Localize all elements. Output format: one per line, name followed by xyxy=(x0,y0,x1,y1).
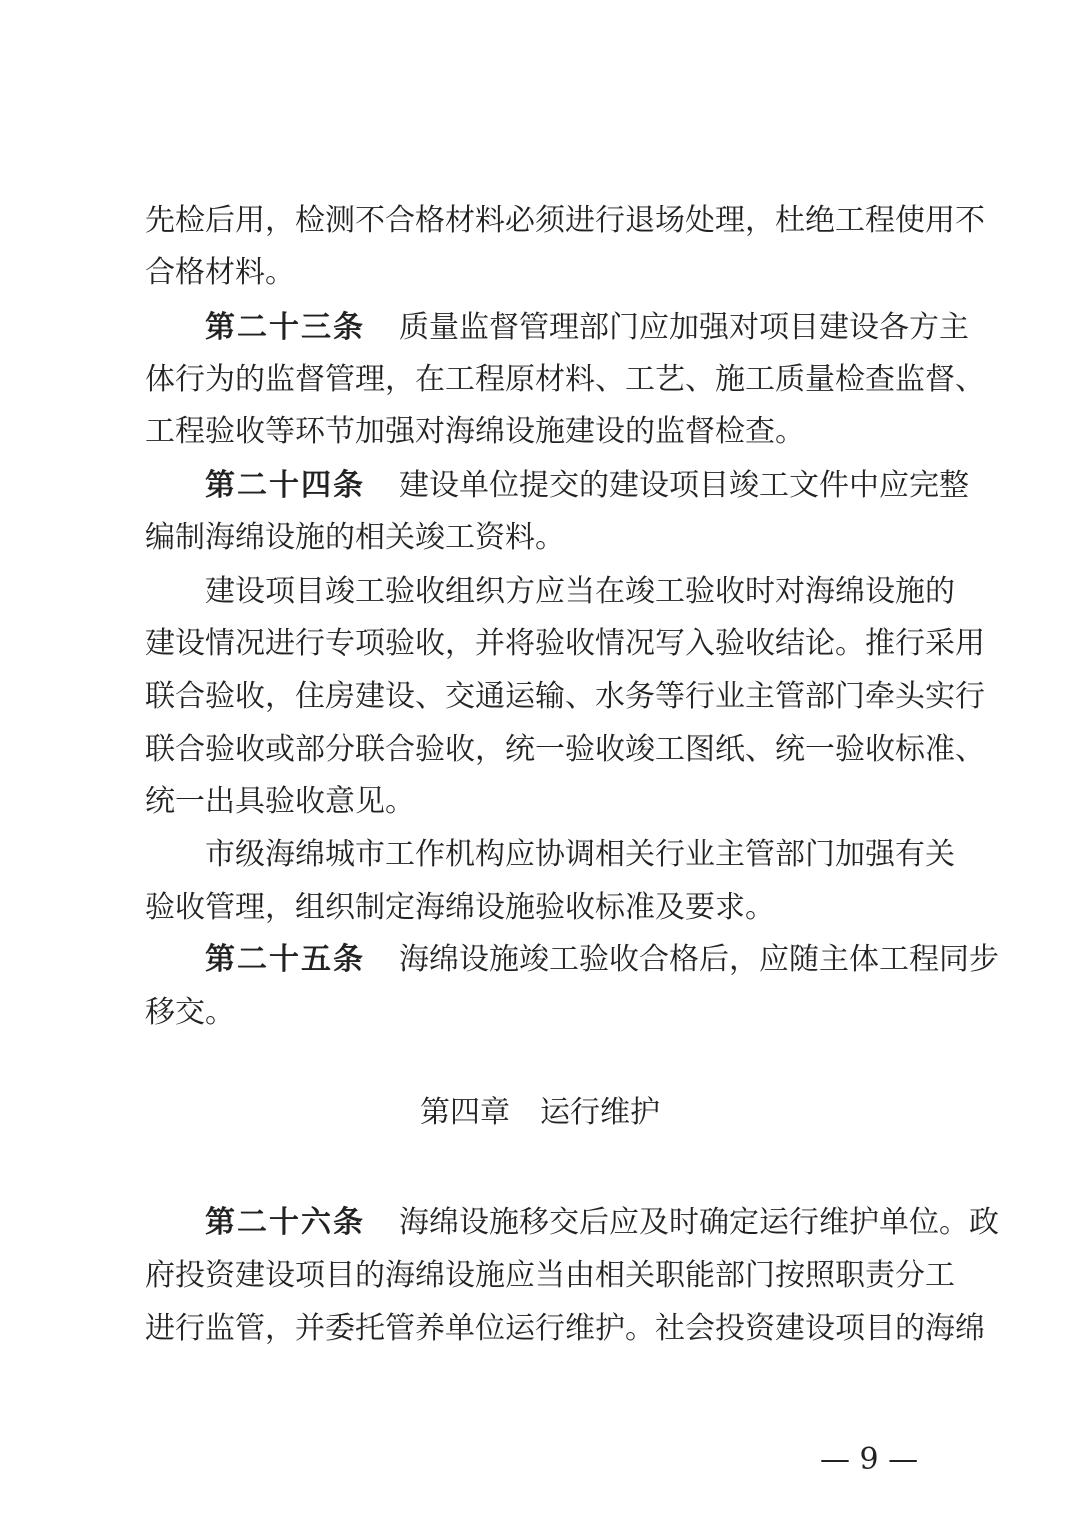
text-line: 体行为的监督管理，在工程原材料、工艺、施工质量检查监督、 xyxy=(145,362,985,397)
article-24-line xyxy=(205,466,969,506)
text-line: 先检后用，检测不合格材料必须进行退场处理，杜绝工程使用不 xyxy=(145,203,985,238)
article-25-line xyxy=(205,940,999,980)
article-26-text: 海绵设施移交后应及时确定运行维护单位。政 xyxy=(399,1205,999,1240)
article-23-text: 质量监督管理部门应加强对项目建设各方主 xyxy=(399,310,969,345)
article-25-text: 海绵设施竣工验收合格后，应随主体工程同步 xyxy=(399,942,999,977)
text-line: 统一出具验收意见。 xyxy=(145,784,415,819)
text-line: 工程验收等环节加强对海绵设施建设的监督检查。 xyxy=(145,414,805,449)
text-line: 联合验收，住房建设、交通运输、水务等行业主管部门牵头实行 xyxy=(145,679,985,714)
chapter-title: 运行维护 xyxy=(540,1095,660,1130)
text-line: 市级海绵城市工作机构应协调相关行业主管部门加强有关 xyxy=(205,837,955,872)
text-line: 府投资建设项目的海绵设施应当由相关职能部门按照职责分工 xyxy=(145,1258,955,1293)
text-line: 移交。 xyxy=(145,995,235,1030)
text-line: 建设情况进行专项验收，并将验收情况写入验收结论。推行采用 xyxy=(145,626,985,661)
text-line: 建设项目竣工验收组织方应当在竣工验收时对海绵设施的 xyxy=(205,574,955,609)
page-number: — 9 — xyxy=(820,1442,919,1477)
chapter-heading xyxy=(0,1093,1080,1133)
article-24-text: 建设单位提交的建设项目竣工文件中应完整 xyxy=(399,468,969,503)
article-26-line xyxy=(205,1203,999,1243)
article-24-title: 第二十四条 xyxy=(205,468,365,503)
article-23-title: 第二十三条 xyxy=(205,310,365,345)
text-line: 验收管理，组织制定海绵设施验收标准及要求。 xyxy=(145,890,775,925)
article-23-line xyxy=(205,308,969,348)
text-line: 进行监管，并委托管养单位运行维护。社会投资建设项目的海绵 xyxy=(145,1311,985,1346)
article-26-title: 第二十六条 xyxy=(205,1205,365,1240)
chapter-number: 第四章 xyxy=(420,1095,510,1130)
text-line: 编制海绵设施的相关竣工资料。 xyxy=(145,520,565,555)
article-25-title: 第二十五条 xyxy=(205,942,365,977)
text-line: 合格材料。 xyxy=(145,255,295,290)
text-line: 联合验收或部分联合验收，统一验收竣工图纸、统一验收标准、 xyxy=(145,732,985,767)
